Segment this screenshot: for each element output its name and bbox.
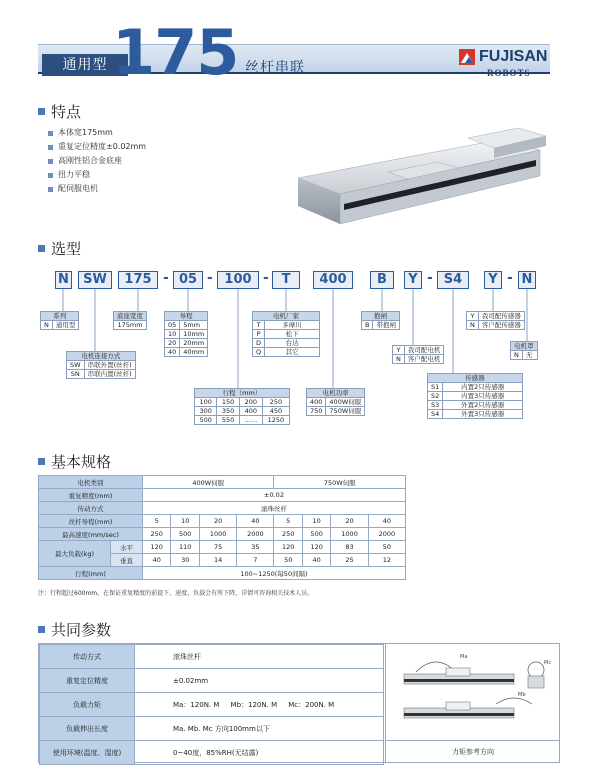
- basic-specs-table: 电机类别 400W伺服 750W伺服 重复精度(mm) ±0.02 传动方式 滚珠丝杆 丝杆导程(mm) 5 10 20 40 5 10 20 40 最高速度(mm/sec) 250 500 1000 2000 250 500 1000 2000 最大负载(kg) 水平 120 110 75 35 120 120 83 50 垂直 40 30 14 7 50 40 25 12 行程(mm) 100~1250(每50间隔): [38, 475, 406, 580]
- moment-diagram: [386, 644, 561, 740]
- specs-note: 注：行程超过600mm，在保证重复精度的前提下，速度、负载会有所下降，详情可咨询相关技术人员。: [38, 590, 314, 597]
- code-base-width: 175: [118, 271, 158, 289]
- feature-item: 配伺服电机: [48, 182, 146, 196]
- selection-title: 选型: [38, 238, 81, 259]
- option-base-width-table: 底座宽度 175mm: [113, 311, 147, 330]
- features-title: 特点: [38, 101, 81, 122]
- code-cover: N: [518, 271, 536, 289]
- feature-item: 扭力平稳: [48, 168, 146, 182]
- ma-label: Ma: [460, 654, 468, 660]
- option-series-table: 系列 N 通用型: [40, 311, 79, 330]
- mc-label: Mc: [544, 660, 552, 666]
- section-bullet-icon: [38, 458, 45, 465]
- code-brake: B: [370, 271, 394, 289]
- option-motor-maker-table: 电机厂家 T 多摩川 P 松下 D 台达 Q 其它: [252, 311, 320, 357]
- code-motor-maker: T: [272, 271, 300, 289]
- code-dash: -: [207, 270, 213, 286]
- code-lead: 05: [173, 271, 203, 289]
- option-motor-mode-table: 电机连接方式 SW 串联外置(丝杆) SN 串联内置(丝杆): [66, 351, 136, 379]
- code-sensor: S4: [437, 271, 469, 289]
- model-number: 175: [112, 16, 239, 89]
- code-motor-mode: SW: [78, 271, 112, 289]
- model-subtitle: 丝杆串联: [245, 60, 305, 76]
- common-params-table: 传动方式 滚珠丝杆 重复定位精度 ±0.02mm 负载力矩 Ma：120N. M Mb：120N. M Mc：200N. M 负载伸出长度 Ma. Mb. Mc 方向100mm以下 使用环境(温度、湿度) 0~40度，85%RH(无结露): [39, 644, 384, 765]
- option-sensor-table: 传感器 S1 内置2只传感器 S2 内置3只传感器 S3 外置2只传感器 S4 外置3只传感器: [427, 373, 523, 419]
- option-brake-table: 抱闸 B 带抱闸: [361, 311, 400, 330]
- option-cover-table: 电机罩 N 无: [510, 341, 538, 360]
- mb-label: Mb: [518, 692, 526, 698]
- specs-title: 基本规格: [38, 451, 111, 472]
- option-motor-supply-table: Y 我司配电机 N 客户配电机: [392, 345, 444, 364]
- feature-item: 重复定位精度±0.02mm: [48, 140, 146, 154]
- code-stroke: 100: [217, 271, 259, 289]
- common-title: 共同参数: [38, 619, 111, 640]
- code-sensor-supply: Y: [484, 271, 502, 289]
- brand-subtitle: ROBOTS: [487, 68, 531, 78]
- code-dash: -: [263, 270, 269, 286]
- code-dash: -: [163, 270, 169, 286]
- code-dash: -: [427, 270, 433, 286]
- moment-direction-figure: [385, 644, 560, 740]
- code-motor-supply: Y: [404, 271, 422, 289]
- option-motor-power-table: 电机功率 400 400W伺服 750 750W伺服: [306, 388, 365, 416]
- series-label: 通用型: [42, 54, 128, 76]
- code-dash: -: [507, 270, 513, 286]
- option-lead-table: 导程 05 5mm 10 10mm 20 20mm 40 40mm: [164, 311, 208, 357]
- feature-item: 本体宽175mm: [48, 126, 146, 140]
- code-motor-power: 400: [313, 271, 353, 289]
- code-series: N: [55, 271, 72, 289]
- feature-item: 高刚性铝合金底座: [48, 154, 146, 168]
- option-stroke-table: 行程（mm） 100 150 200 250 300 350 400 450 500 550 …… 1250: [194, 388, 290, 425]
- option-sensor-supply-table: Y 我司配传感器 N 客户配传感器: [466, 311, 525, 330]
- moment-figure-caption: 力矩参考方向: [385, 740, 560, 763]
- section-bullet-icon: [38, 626, 45, 633]
- common-params-panel: [38, 643, 560, 763]
- brand-name: FUJISAN: [479, 48, 548, 65]
